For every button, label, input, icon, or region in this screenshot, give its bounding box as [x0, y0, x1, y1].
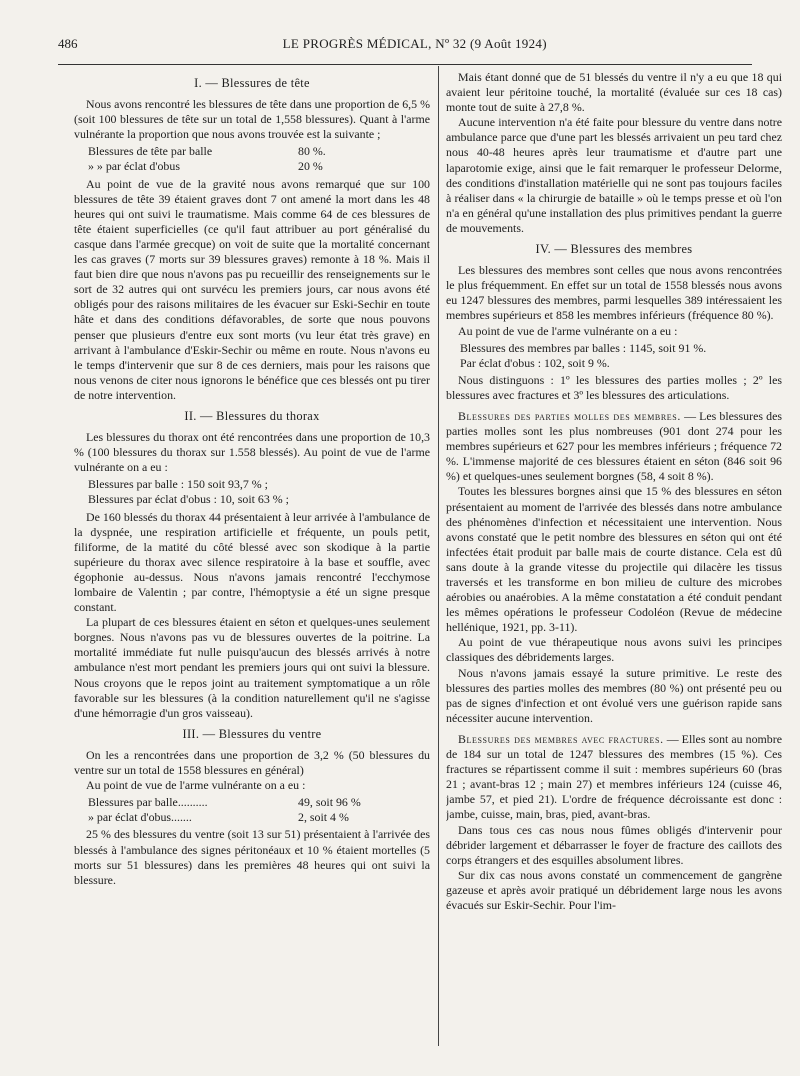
paragraph [446, 732, 782, 823]
paragraph: La plupart de ces blessures étaient en séton et quelques-unes seulement borgnes. Nous n'avons pas vu de blessures ouvertes de la poitrine. La mortalité immédiate fut nulle puisqu'aucun des blessés arrivés à notre ambulance n'est mort pendant les premiers jours qui ont suivi la blessure. Nous croyons que le repos joint au traitement symptomatique a un rôle favorable sur les blessures (à la condition naturellement qu'il ne s'agisse d'une hémorragie d'un gros vaisseau). [74, 615, 430, 720]
paragraph-text: — Elles sont au nombre de 184 sur un total de 1247 blessures des membres (15 %). Ces fractures se répartissent comme il suit : membres supérieurs 60 (bras 21 ; avant-bras 12 ; main 27) et membres inférieurs 124 (cuisse 46, jambe 57, et pied 21). L'ordre de fréquence décroissante est donc : jambe, cuisse, main, bras, pied, avant-bras. [446, 731, 782, 822]
paragraph: Nous n'avons jamais essayé la suture primitive. Le reste des blessures des parties molles des membres (80 %) ont présenté peu ou pas de signes d'infection et ont évolué vers une guérison rapide sans nécessiter aucune intervention. [446, 665, 782, 725]
section-title-thorax: II. — Blessures du thorax [184, 408, 320, 423]
paragraph: Au point de vue thérapeutique nous avons suivi les principes classiques des débridements larges. [446, 635, 782, 665]
list-item: Blessures par balle : 150 soit 93,7 % ; [88, 477, 268, 492]
section-title-ventre: III. — Blessures du ventre [182, 726, 322, 741]
paragraph [446, 409, 782, 484]
paragraph: Aucune intervention n'a été faite pour blessure du ventre dans notre ambulance parce que d'une part les blessés arrivaient un peu tard chez nous 40-48 heures après leur traumatisme et d'autre part une laparotomie exige, ainsi que le fait remarquer le professeur Delorme, des conditions d'installation matérielle qui ne sont pas toujours faciles à réaliser dans « la chirurgie de bataille » où le temps presse et où l'on n'a en général qu'une installation des plus primitives pendant la guerre de mouvements. [446, 115, 782, 235]
subsection-head: Blessures des membres avec fractures. [458, 731, 664, 746]
paragraph: Les blessures du thorax ont été rencontrées dans une proportion de 10,3 % (100 blessures du thorax sur 1.558 blessés). Au point de vue de l'arme vulnérante on a eu : [74, 430, 430, 475]
section-title-head: I. — Blessures de tête [194, 76, 310, 90]
page-header [58, 36, 752, 65]
list-item-label: Blessures par balle.......... [88, 795, 208, 810]
list-item-label: » par éclat d'obus....... [88, 810, 192, 825]
paragraph: Nous distinguons : 1º les blessures des parties molles ; 2º les blessures avec fractures et 3º les blessures des articulations. [446, 372, 782, 402]
left-column [74, 70, 430, 1050]
paragraph: On les a rencontrées dans une proportion de 3,2 % (50 blessures du ventre sur un total de 1558 blessures en général) [74, 747, 430, 778]
list-item-value: 49, soit 96 % [298, 795, 361, 810]
list-item-label: Blessures de tête par balle [88, 144, 213, 159]
paragraph-text: — Les blessures des parties molles sont les plus nombreuses (901 dont 274 pour les membres supérieurs et 627 pour les membres inférieurs ; fréquence 72 %. L'immense majorité de ces blessures étaient en séton (846 soit 96 %) et quelques-unes seulement borgnes (58, 4 soit 8 %). [446, 408, 782, 484]
paragraph: Mais étant donné que de 51 blessés du ventre il n'y a eu que 18 qui avaient leur péritoine touché, la mortalité (évaluée sur ces 18 cas) monte tout de suite à 27,8 %. [446, 70, 782, 115]
paragraph: Les blessures des membres sont celles que nous avons rencontrées le plus fréquemment. En effet sur un total de 1558 blessés nous avons eu 1247 blessures des membres, parmi lesquelles 389 intéressaient les membres supérieurs et 858 les membres inférieurs (fréquence 80 %). [446, 263, 782, 323]
list-item: Blessures des membres par balles : 1145, soit 91 %. [460, 340, 707, 355]
list-item [88, 144, 430, 159]
paragraph: Toutes les blessures borgnes ainsi que 15 % des blessures en séton présentaient au moment de l'arrivée des blessés dans notre ambulance des phénomènes d'infection et nécessitaient une intervention. Nous avons constaté que le petit nombre des blessures en séton qui ont été infectées était produit par balle mais de courte distance. Cela est dû sans doute à la grande vitesse du projectile qui dilacère les tissus traversés et les transforme en bon milieu de culture des microbes aérobies ou anaérobies. A la même constatation a été conduit pendant les mêmes opérations le professeur Codoléon (Revue de médecine hellénique, 1921, pp. 3-11). [446, 484, 782, 635]
list-item [88, 810, 430, 825]
running-head: LE PROGRÈS MÉDICAL, Nº 32 (9 Août 1924) [282, 36, 547, 51]
paragraph: De 160 blessés du thorax 44 présentaient à leur arrivée à l'ambulance de la dyspnée, une respiration artificielle et fréquente, un pouls petit, filiforme, de la matité du côté blessé avec son skodique à la partie supérieure du thorax avec silence respiratoire à la base et souffle, avec égophonie au-dessus. Nous n'avons jamais rencontré l'ecchymose lombaire de Valentin ; par contre, l'hémoptysie a été un signe presque constant. [74, 509, 430, 615]
paragraph: Au point de vue de l'arme vulnérante on a eu : [86, 778, 306, 793]
list-item-value: 2, soit 4 % [298, 810, 349, 825]
paragraph: Au point de vue de l'arme vulnérante on a eu : [458, 323, 678, 338]
right-column [446, 70, 782, 1050]
page-number: 486 [58, 36, 78, 51]
paragraph: Sur dix cas nous avons constaté un commencement de gangrène gazeuse et après avoir pratiqué un débridement large nous les avons évacués sur Eskir-Sechir. Pour l'im- [446, 867, 782, 912]
column-rule [438, 66, 439, 1046]
list-item: Par éclat d'obus : 102, soit 9 %. [460, 355, 610, 370]
weapon-list-thorax [88, 477, 430, 507]
paragraph: Nous avons rencontré les blessures de tête dans une proportion de 6,5 % (soit 100 blessures de tête sur un total de 1,558 blessures). Quant à l'arme vulnérante la proportion que nous avons trouvée est la suivante ; [74, 97, 430, 142]
subsection-head: Blessures des parties molles des membres. [458, 408, 681, 423]
list-item-value: 80 %. [298, 144, 326, 159]
weapon-list-ventre [88, 795, 430, 825]
paragraph: Au point de vue de la gravité nous avons remarqué que sur 100 blessures de tête 39 étaient graves dont 7 ont amené la mort dans les 48 heures qui ont suivi le traumatisme. Mais comme 64 de ces blessures de tête étaient superficielles (ce qu'il faut attribuer au port généralisé du casque dans l'armée grecque) on voit de suite que la mortalité concernant les cas graves (7 morts sur 39 blessures graves) remonte à 18 %. Mais il faut bien dire que nous n'avons pas pu recueillir des renseignements sur le sort de 32 autres qui ont survécu les premiers jours, car nous avons été obligés pour des raisons militaires de les évacuer sur Eski-Sechir en toute hâte et dans des conditions défavorables, de sorte que nous pouvons penser que plusieurs d'entre eux sont morts (vu leur état très grave) en arrivant à l'ambulance d'Eskir-Sechir ou même en route. Nous n'avons eu le temps d'intervenir que sur 8 de ces derniers, mais pour les raisons que nous venons de citer nous ignorons le bénéfice que ces blessés ont pu tirer de notre intervention. [74, 176, 430, 402]
list-item [88, 795, 430, 810]
weapon-list-membres [460, 341, 782, 371]
list-item-label: » » par éclat d'obus [88, 159, 180, 174]
weapon-list-head [88, 144, 430, 174]
section-title-membres: IV. — Blessures des membres [535, 242, 693, 257]
list-item-value: 20 % [298, 159, 323, 174]
paragraph: 25 % des blessures du ventre (soit 13 sur 51) présentaient à l'arrivée des blessés à l'ambulance des signes péritonéaux et 10 % étaient mortelles (5 morts sur 51 blessures) dans les premières 48 heures qui ont suivi la blessure. [74, 827, 430, 887]
list-item [88, 159, 430, 174]
paragraph: Dans tous ces cas nous nous fûmes obligés d'intervenir pour débrider largement et débarrasser le foyer de fracture des caillots des corps étrangers et des esquilles absolument libres. [446, 822, 782, 867]
list-item: Blessures par éclat d'obus : 10, soit 63 % ; [88, 492, 289, 507]
